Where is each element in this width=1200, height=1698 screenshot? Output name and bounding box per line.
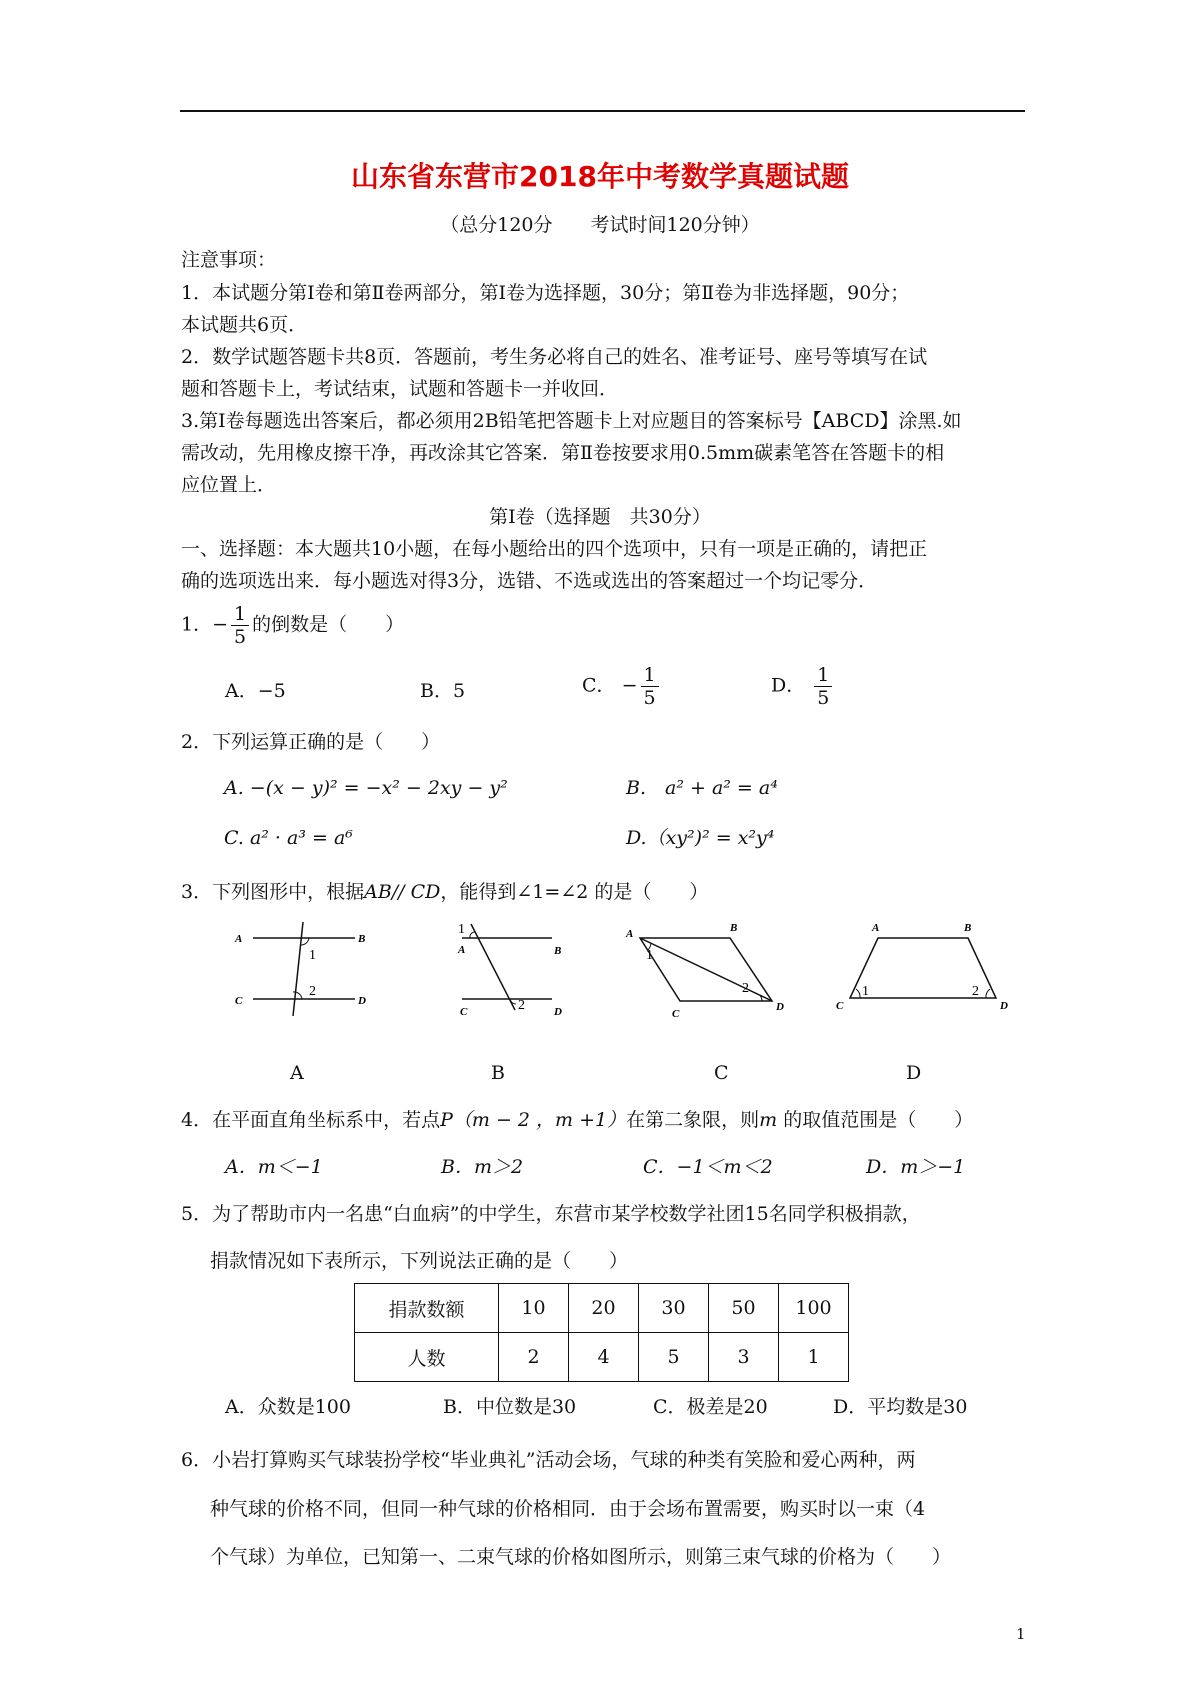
notice-line: 需改动，先用橡皮擦干净，再改涂其它答案．第Ⅱ卷按要求用0.5mm碳素笔答在答题卡的相 (181, 442, 945, 464)
point-label: A (235, 933, 243, 945)
angle-label: 1 (646, 948, 653, 963)
table-cell: 30 (639, 1284, 709, 1333)
q4-option-c[interactable]: C．−1＜m＜2 (643, 1156, 773, 1178)
point-label: A (626, 928, 634, 940)
point-label: D (554, 1006, 562, 1018)
page-number: 1 (1016, 1625, 1026, 1643)
figure-a (225, 918, 395, 1028)
notice-line: 题和答题卡上，考试结束，试题和答题卡一并收回． (181, 378, 619, 400)
section-intro-line: 确的选项选出来．每小题选对得3分，选错、不选或选出的答案超过一个均记零分． (181, 570, 878, 592)
q5-option-c[interactable]: C．极差是20 (653, 1396, 768, 1418)
figure-label: C (714, 1062, 729, 1084)
q2-option-b[interactable]: B. a² + a² = a⁴ (626, 777, 778, 799)
table-cell: 捐款数额 (355, 1284, 499, 1333)
point-label: C (836, 1000, 844, 1012)
point-label: A (872, 922, 880, 934)
angle-label: 2 (309, 984, 316, 999)
question-3-stem: 3．下列图形中，根据AB// CD，能得到∠1=∠2 的是（ ） (181, 881, 709, 903)
point-label: C (460, 1006, 468, 1018)
table-cell: 50 (709, 1284, 779, 1333)
q1-option-a[interactable]: A．−5 (225, 680, 286, 702)
q5-option-b[interactable]: B．中位数是30 (443, 1396, 577, 1418)
q1-option-c[interactable]: C． − $\frac{1}{5}$ (582, 664, 662, 709)
section-intro-line: 一、选择题：本大题共10小题，在每小题给出的四个选项中，只有一项是正确的，请把正 (181, 538, 928, 560)
section-heading: 第Ⅰ卷（选择题 共30分） (489, 506, 711, 528)
figure-label: A (290, 1062, 304, 1084)
table-cell: 4 (569, 1333, 639, 1382)
angle-label: 2 (518, 998, 525, 1013)
table-row (355, 1284, 849, 1333)
table-cell: 3 (709, 1333, 779, 1382)
point-label: C (235, 995, 243, 1007)
notice-line: 应位置上． (181, 474, 277, 496)
q1-option-b[interactable]: B．5 (420, 680, 466, 702)
point-label: B (554, 945, 562, 957)
point-label: D (776, 1001, 784, 1013)
figure-d (828, 918, 1023, 1028)
q2-option-d[interactable]: D.（xy²)² = x²y⁴ (626, 827, 775, 849)
donation-table (354, 1283, 849, 1382)
notice-heading: 注意事项： (181, 249, 277, 271)
question-6-stem: 种气球的价格不同，但同一种气球的价格相同．由于会场布置需要，购买时以一束（4 (210, 1498, 926, 1520)
table-row (355, 1333, 849, 1382)
q1-option-d[interactable]: D． $\frac{1}{5}$ (771, 664, 835, 709)
q5-option-a[interactable]: A．众数是100 (225, 1396, 351, 1418)
page-title: 山东省东营市2018年中考数学真题试题 (351, 160, 849, 193)
angle-label: 2 (972, 984, 979, 999)
question-6-stem: 6．小岩打算购买气球装扮学校“毕业典礼”活动会场，气球的种类有笑脸和爱心两种，两 (181, 1449, 916, 1471)
q2-option-a[interactable]: A. −(x − y)² = −x² − 2xy − y² (224, 777, 508, 799)
q4-option-a[interactable]: A．m＜−1 (225, 1156, 323, 1178)
table-cell: 5 (639, 1333, 709, 1382)
q4-option-d[interactable]: D．m＞−1 (866, 1156, 966, 1178)
table-cell: 20 (569, 1284, 639, 1333)
question-4-stem: 4．在平面直角坐标系中，若点P（m − 2 ，m +1）在第二象限，则m 的取值范围是（ ） (181, 1109, 974, 1131)
angle-label: 1 (862, 984, 869, 999)
point-label: C (672, 1008, 680, 1020)
point-label: D (358, 995, 366, 1007)
question-5-stem: 5．为了帮助市内一名患“白血病”的中学生，东营市某学校数学社团15名同学积极捐款， (181, 1203, 921, 1225)
notice-line: 1．本试题分第Ⅰ卷和第Ⅱ卷两部分，第Ⅰ卷为选择题，30分；第Ⅱ卷为非选择题，90分； (181, 282, 910, 304)
notice-line: 3.第Ⅰ卷每题选出答案后，都必须用2B铅笔把答题卡上对应题目的答案标号【ABCD】涂黑.如 (181, 410, 962, 432)
point-label: D (1000, 1000, 1008, 1012)
question-2-stem: 2．下列运算正确的是（ ） (181, 731, 441, 753)
angle-label: 2 (742, 981, 749, 996)
fraction: $\frac{1}{5}$ (231, 603, 249, 648)
notice-line: 2．数学试题答题卡共8页．答题前，考生务必将自己的姓名、准考证号、座号等填写在试 (181, 346, 928, 368)
header-rule (180, 110, 1025, 112)
table-cell: 100 (779, 1284, 849, 1333)
notice-line: 本试题共6页． (181, 314, 308, 336)
q4-option-b[interactable]: B．m＞2 (441, 1156, 524, 1178)
figure-label: D (906, 1062, 922, 1084)
point-label: B (964, 922, 972, 934)
question-1-stem: 1．− $\frac{1}{5}$ 的倒数是（ ） (181, 603, 405, 648)
angle-label: 1 (458, 922, 465, 937)
table-cell: 人数 (355, 1333, 499, 1382)
question-5-stem: 捐款情况如下表所示，下列说法正确的是（ ） (210, 1250, 629, 1272)
question-6-stem: 个气球）为单位，已知第一、二束气球的价格如图所示，则第三束气球的价格为（ ） (210, 1546, 952, 1568)
point-label: B (730, 922, 738, 934)
table-cell: 10 (499, 1284, 569, 1333)
figure-label: B (491, 1062, 505, 1084)
figure-b (440, 918, 580, 1028)
figure-c (622, 918, 797, 1028)
point-label: A (458, 944, 466, 956)
point-label: B (358, 933, 366, 945)
page-subtitle: （总分120分 考试时间120分钟） (440, 214, 760, 236)
angle-label: 1 (309, 948, 316, 963)
q2-option-c[interactable]: C. a² · a³ = a⁶ (224, 827, 353, 849)
table-cell: 2 (499, 1333, 569, 1382)
table-cell: 1 (779, 1333, 849, 1382)
q5-option-d[interactable]: D．平均数是30 (833, 1396, 968, 1418)
